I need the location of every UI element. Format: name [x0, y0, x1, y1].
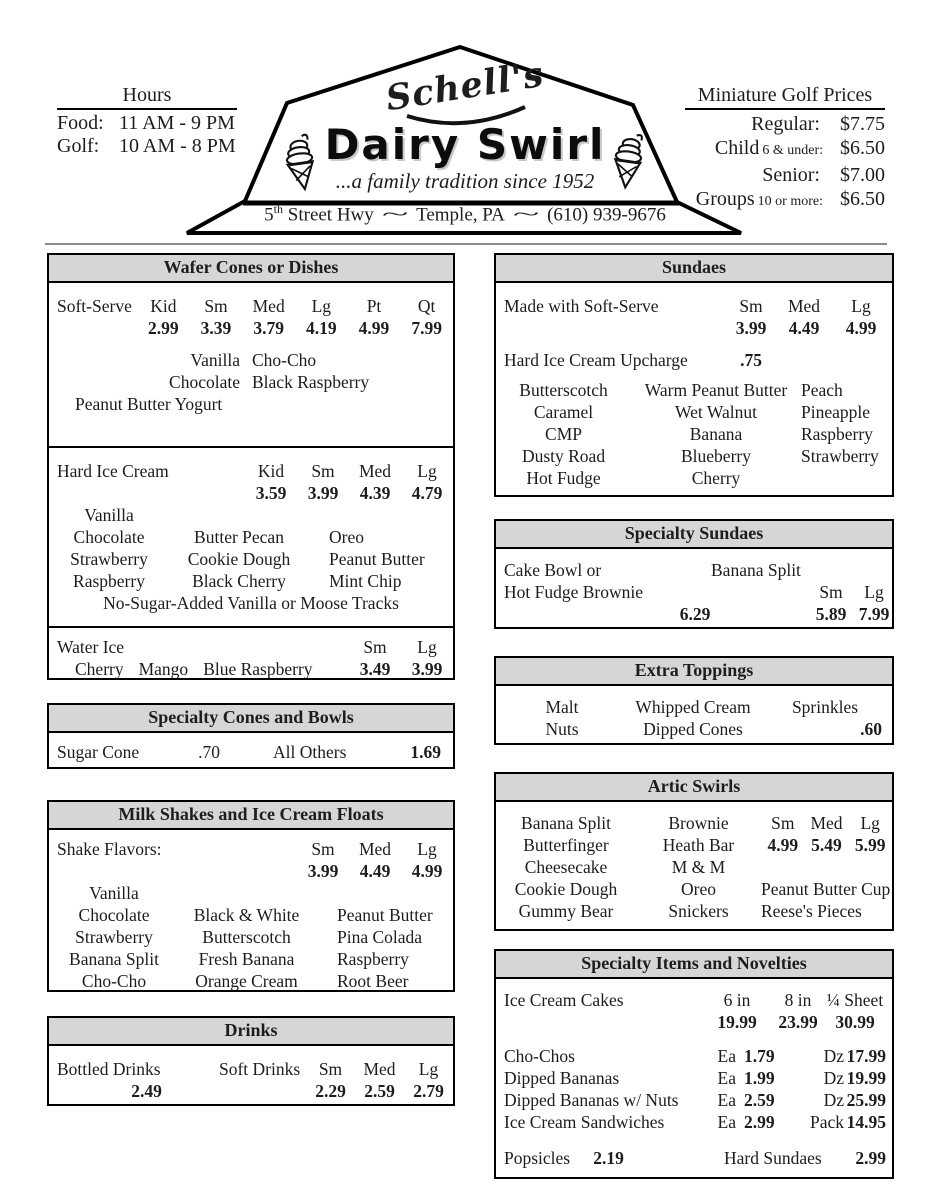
item-label: Made with Soft-Serve: [504, 296, 659, 316]
flavor: Vanilla: [89, 883, 139, 903]
size-header: 8 in: [784, 990, 812, 1010]
section-title: Wafer Cones or Dishes: [49, 255, 453, 283]
item-label: Cake Bowl or: [504, 560, 602, 580]
flavor-row: [496, 379, 892, 401]
item-label: Dipped Bananas w/ Nuts: [504, 1090, 679, 1110]
golf-label: Regular:: [751, 113, 820, 135]
item-label: Dipped Bananas: [504, 1068, 620, 1088]
flavor: Strawberry: [801, 446, 879, 466]
flavor: Butterscotch: [202, 927, 291, 947]
flavor: Root Beer: [337, 971, 409, 991]
flavor: [314, 882, 453, 904]
artic-row: [496, 802, 892, 834]
flavor: Wet Walnut: [675, 402, 757, 422]
spacer: [219, 1080, 306, 1102]
spacer: [49, 860, 297, 882]
flavor: Blue Raspberry: [203, 659, 313, 679]
flavor: Raspberry: [337, 949, 409, 969]
flavor: Hot Fudge: [526, 468, 601, 488]
left-column: [47, 253, 455, 1106]
size-header: Sm: [363, 637, 387, 657]
golf-note: 6 & under:: [762, 143, 823, 158]
size-header: Med: [787, 296, 821, 316]
item-label: Ice Cream Sandwiches: [504, 1112, 665, 1132]
section-milk-shakes: [47, 800, 455, 992]
shakes-sizes-row: [49, 830, 453, 860]
golf-note: 10 or more:: [757, 194, 823, 209]
section-title: Artic Swirls: [496, 774, 892, 802]
flavor: [179, 882, 314, 904]
size-header: Sm: [204, 296, 228, 316]
artic-row: [496, 900, 892, 922]
size-header: Lg: [417, 461, 437, 481]
flavor: Chocolate: [169, 372, 240, 392]
section-sundaes: [494, 253, 894, 497]
drinks-prices-row: [49, 1080, 453, 1102]
hours-golf-time: 10 AM - 8 PM: [119, 135, 236, 157]
flavor-row: [49, 526, 453, 548]
flavor: Pineapple: [801, 402, 871, 422]
novelty-bottom-row: [496, 1147, 892, 1169]
size-header: ¼ Sheet: [826, 990, 884, 1010]
size-header: Med: [363, 1059, 396, 1079]
price: 6.29: [679, 604, 711, 624]
flavor: Warm Peanut Butter: [644, 380, 788, 400]
flavor: [169, 504, 309, 526]
price: 2.19: [593, 1148, 624, 1168]
hours-food-label: Food:: [57, 112, 104, 134]
flavor: CMP: [545, 424, 582, 444]
spacer: [631, 1147, 724, 1169]
flavor-row: [49, 504, 453, 526]
flavor: Vanilla: [190, 350, 240, 370]
price: 2.79: [413, 1081, 444, 1101]
specialty-cones-row: [49, 733, 453, 763]
specialty-sundaes-row1: [496, 549, 892, 581]
cakes-prices-row: [496, 1011, 892, 1033]
flavor: Peanut Butter: [337, 905, 433, 925]
price: 3.99: [735, 318, 767, 338]
soft-serve-sizes-row: [49, 295, 453, 317]
spacer: [496, 317, 726, 339]
unit-label: Ea: [717, 1090, 736, 1110]
unit-label: Dz: [823, 1090, 844, 1110]
sundaes-sizes-row: [496, 283, 892, 317]
flavor: Cherry: [691, 468, 741, 488]
price: 4.99: [767, 835, 799, 855]
street-number: 5: [264, 204, 274, 226]
price: 5.99: [854, 835, 886, 855]
specialty-sundaes-prices-row: [496, 603, 892, 625]
price: 4.39: [359, 483, 391, 503]
novelty-item-row: [496, 1089, 892, 1111]
flavor: Cherry: [75, 659, 124, 679]
section-novelties: [494, 949, 894, 1179]
logo-tagline: ...a family tradition since 1952: [335, 169, 595, 193]
flavor: Reese's Pieces: [761, 901, 862, 921]
flavor: Mango: [138, 659, 189, 679]
unit-label: Ea: [717, 1046, 736, 1066]
flavor: Strawberry: [75, 927, 153, 947]
toppings-row: [496, 686, 892, 718]
hard-ice-cream-subsection: [49, 446, 453, 626]
size-header: Lg: [860, 813, 880, 833]
price: .70: [198, 742, 220, 762]
section-title: Drinks: [49, 1018, 453, 1046]
logo-script-name: Schell's: [383, 53, 547, 120]
price: 4.49: [788, 318, 820, 338]
item-label: Soft-Serve: [57, 296, 132, 316]
unit-label: Ea: [717, 1112, 736, 1132]
item-label: Hard Sundaes: [724, 1148, 822, 1168]
flavor: Fresh Banana: [198, 949, 295, 969]
golf-label: Groups: [695, 188, 755, 210]
price: 19.99: [717, 1012, 757, 1032]
flavor: Peach: [801, 380, 843, 400]
price: 4.19: [306, 318, 337, 338]
size-header: Med: [252, 296, 285, 316]
flavor: Chocolate: [78, 905, 150, 925]
size-header: Sm: [311, 461, 335, 481]
price: 3.99: [307, 861, 339, 881]
price: 3.59: [255, 483, 287, 503]
size-header: Lg: [417, 839, 437, 859]
separator-swash: ~: [381, 204, 409, 226]
flavor: Dusty Road: [521, 446, 606, 466]
price: 23.99: [778, 1012, 818, 1032]
spacer: [761, 856, 892, 878]
flavor: Peanut Butter Yogurt: [75, 394, 223, 414]
drinks-labels-row: [49, 1046, 453, 1080]
section-title: Specialty Cones and Bowls: [49, 705, 453, 733]
section-title: Sundaes: [496, 255, 892, 283]
spacer: [776, 349, 832, 371]
section-title: Specialty Sundaes: [496, 521, 892, 549]
artic-row: [496, 856, 892, 878]
price: 2.49: [131, 1081, 162, 1101]
topping: Dipped Cones: [643, 719, 743, 739]
sundaes-prices-row: [496, 317, 892, 339]
spacer: [49, 317, 137, 339]
artic-row: [496, 834, 892, 856]
golf-price: $7.75: [840, 113, 885, 135]
flavor-row: [496, 445, 892, 467]
price: 4.49: [359, 861, 391, 881]
item-label: Hard Ice Cream Upcharge: [504, 350, 688, 370]
flavor: Gummy Bear: [518, 901, 614, 921]
flavor: Brownie: [668, 813, 729, 833]
size-header: Lg: [864, 582, 884, 602]
item-label: Banana Split: [711, 560, 801, 580]
size-header: Pt: [366, 296, 382, 316]
price: 19.99: [846, 1068, 886, 1088]
topping: Malt: [545, 697, 579, 717]
flavor-row: [496, 423, 892, 445]
price: 3.79: [253, 318, 284, 338]
item-label: Cho-Chos: [504, 1046, 575, 1066]
hard-prices-row: [49, 482, 453, 504]
unit-label: Dz: [823, 1068, 844, 1088]
item-label: Shake Flavors:: [57, 839, 162, 859]
golf-label: Senior:: [762, 164, 820, 186]
price: 4.99: [411, 861, 443, 881]
flavor: [801, 467, 892, 489]
flavor: Oreo: [329, 527, 364, 547]
shakes-prices-row: [49, 860, 453, 882]
flavor: Banana: [689, 424, 743, 444]
size-header: Med: [810, 813, 843, 833]
section-specialty-cones: [47, 703, 455, 769]
flavor: Raspberry: [801, 424, 873, 444]
price: 30.99: [835, 1012, 875, 1032]
section-specialty-sundaes: [494, 519, 894, 629]
flavor: Oreo: [681, 879, 716, 899]
hours-food-time: 11 AM - 9 PM: [119, 112, 235, 134]
flavor-row: [49, 349, 453, 371]
water-ice-sizes-row: [49, 636, 453, 658]
hard-sizes-row: [49, 460, 453, 482]
size-header: Sm: [739, 296, 763, 316]
flavor: Cho-Cho: [81, 971, 147, 991]
golf-price: $6.50: [840, 188, 885, 210]
flavor: Pina Colada: [337, 927, 423, 947]
price: 5.89: [815, 604, 847, 624]
unit-label: Dz: [823, 1046, 844, 1066]
artic-sizes: [761, 812, 892, 834]
price: 7.99: [858, 604, 890, 624]
price: 5.49: [811, 835, 842, 855]
soft-serve-prices-row: [49, 317, 453, 339]
size-header: Kid: [150, 296, 177, 316]
flavor: Black & White: [193, 905, 300, 925]
spacer: [496, 1011, 696, 1033]
topping: Whipped Cream: [635, 697, 751, 717]
flavor-row: [49, 948, 453, 970]
item-label: All Others: [273, 742, 347, 762]
flavor-list: [49, 658, 349, 680]
flavor: Butterscotch: [519, 380, 608, 400]
size-header: 6 in: [723, 990, 751, 1010]
flavor: Blueberry: [681, 446, 751, 466]
water-ice-subsection: [49, 626, 453, 680]
novelty-item-row: [496, 1067, 892, 1089]
item-label: Hard Ice Cream: [57, 461, 169, 481]
flavor: Vanilla: [84, 505, 134, 525]
novelty-item-row: [496, 1045, 892, 1067]
flavor-row: [496, 401, 892, 423]
price: .75: [740, 350, 762, 370]
topping: Sprinkles: [791, 697, 859, 717]
golf-price: $6.50: [840, 137, 885, 159]
size-header: Med: [358, 461, 392, 481]
flavor: Banana Split: [521, 813, 611, 833]
item-label: Popsicles: [504, 1148, 571, 1168]
unit-label: Pack: [809, 1112, 844, 1132]
section-title: Extra Toppings: [496, 658, 892, 686]
flavor-row: [49, 904, 453, 926]
flavor-note: [49, 592, 453, 614]
flavor-row: [49, 570, 453, 592]
flavor-row: [49, 970, 453, 992]
price: 3.99: [307, 483, 339, 503]
flavor-row: [49, 371, 453, 393]
size-header: Lg: [851, 296, 871, 316]
upcharge-row: [496, 349, 892, 371]
spacer: [49, 482, 245, 504]
size-header: Sm: [311, 839, 335, 859]
flavor: Black Raspberry: [252, 372, 370, 392]
section-title: Specialty Items and Novelties: [496, 951, 892, 979]
price: 1.79: [744, 1046, 775, 1066]
price: 25.99: [846, 1090, 886, 1110]
water-ice-flavors-row: [49, 658, 453, 680]
size-header: Sm: [771, 813, 795, 833]
price: 2.99: [148, 318, 179, 338]
separator-swash: ~: [512, 204, 540, 226]
size-header: Sm: [318, 1059, 343, 1079]
street-ordinal: th: [273, 202, 284, 216]
flavor: Butterfinger: [523, 835, 609, 855]
price: 2.59: [744, 1090, 775, 1110]
price: 2.29: [315, 1081, 346, 1101]
right-column: [494, 253, 894, 1179]
price: 1.99: [744, 1068, 775, 1088]
price: .60: [860, 719, 882, 739]
unit-label: Ea: [717, 1068, 736, 1088]
section-title: Milk Shakes and Ice Cream Floats: [49, 802, 453, 830]
logo-name: Dairy Swirl: [324, 120, 606, 169]
logo-barn: [185, 40, 745, 240]
price: 4.99: [845, 318, 877, 338]
golf-label: Child: [714, 137, 760, 159]
flavor: M & M: [671, 857, 726, 877]
flavor: Chocolate: [73, 527, 145, 547]
price: 2.99: [855, 1148, 886, 1168]
price: 17.99: [846, 1046, 886, 1066]
soft-serve-subsection: [49, 283, 453, 446]
golf-price: $7.00: [840, 164, 885, 186]
phone: (610) 939-9676: [547, 204, 666, 226]
flavor: Peanut Butter Cup: [761, 879, 891, 899]
flavor: Peanut Butter: [329, 549, 425, 569]
flavor: Cheesecake: [524, 857, 608, 877]
item-label: Ice Cream Cakes: [504, 990, 624, 1010]
item-label: Sugar Cone: [57, 742, 140, 762]
flavor: Cho-Cho: [252, 350, 317, 370]
spacer: [701, 581, 806, 603]
flavor: Strawberry: [70, 549, 148, 569]
flavor: Raspberry: [73, 571, 145, 591]
toppings-row: [496, 718, 892, 740]
size-header: Med: [358, 839, 392, 859]
flavor: [309, 504, 453, 526]
topping: Nuts: [545, 719, 579, 739]
flavor: No-Sugar-Added Vanilla or Moose Tracks: [103, 593, 399, 613]
hours-title: Hours: [57, 84, 237, 110]
size-header: Lg: [418, 1059, 439, 1079]
spacer: [832, 349, 890, 371]
hours-golf-label: Golf:: [57, 135, 100, 157]
item-label: Hot Fudge Brownie: [504, 582, 644, 602]
cakes-sizes-row: [496, 979, 892, 1011]
price: 3.49: [359, 659, 391, 679]
golf-prices-title: Miniature Golf Prices: [685, 84, 885, 110]
price: 14.95: [846, 1112, 886, 1132]
specialty-sundaes-row2: [496, 581, 892, 603]
section-drinks: [47, 1016, 455, 1106]
flavor: Cookie Dough: [514, 879, 618, 899]
price: 3.99: [411, 659, 443, 679]
artic-row: [496, 878, 892, 900]
item-label: Bottled Drinks: [57, 1059, 161, 1079]
price: 2.59: [364, 1081, 395, 1101]
flavor-row: [496, 467, 892, 489]
logo-address: [215, 202, 715, 226]
flavor: Cookie Dough: [187, 549, 291, 569]
price: 7.99: [411, 318, 442, 338]
size-header: Lg: [311, 296, 332, 316]
flavor-row: [49, 548, 453, 570]
item-label: Water Ice: [57, 637, 125, 657]
flavor-row: [49, 882, 453, 904]
price: 4.99: [358, 318, 390, 338]
flavor: Heath Bar: [662, 835, 735, 855]
artic-prices: [761, 834, 892, 856]
flavor: Black Cherry: [192, 571, 286, 591]
flavor: Butter Pecan: [194, 527, 284, 547]
header-divider: [45, 243, 887, 245]
size-header: Kid: [257, 461, 285, 481]
price: 3.39: [200, 318, 232, 338]
size-header: Qt: [417, 296, 436, 316]
city: Temple, PA: [416, 204, 505, 226]
item-label: Soft Drinks: [219, 1059, 301, 1079]
spacer: [249, 741, 273, 763]
size-header: Lg: [417, 637, 437, 657]
flavor: Mint Chip: [329, 571, 402, 591]
price: 2.99: [744, 1112, 775, 1132]
price: 1.69: [410, 742, 441, 762]
flavor-row: [49, 393, 453, 415]
flavor: Banana Split: [69, 949, 159, 969]
section-artic-swirls: [494, 772, 894, 931]
section-extra-toppings: [494, 656, 894, 745]
section-wafer-cones: [47, 253, 455, 680]
price: 4.79: [411, 483, 443, 503]
flavor-row: [49, 926, 453, 948]
flavor: Orange Cream: [195, 971, 298, 991]
flavor: Caramel: [533, 402, 594, 422]
flavor: Snickers: [668, 901, 729, 921]
street-name: Street Hwy: [283, 204, 374, 226]
size-header: Sm: [819, 582, 843, 602]
novelty-item-row: [496, 1111, 892, 1133]
